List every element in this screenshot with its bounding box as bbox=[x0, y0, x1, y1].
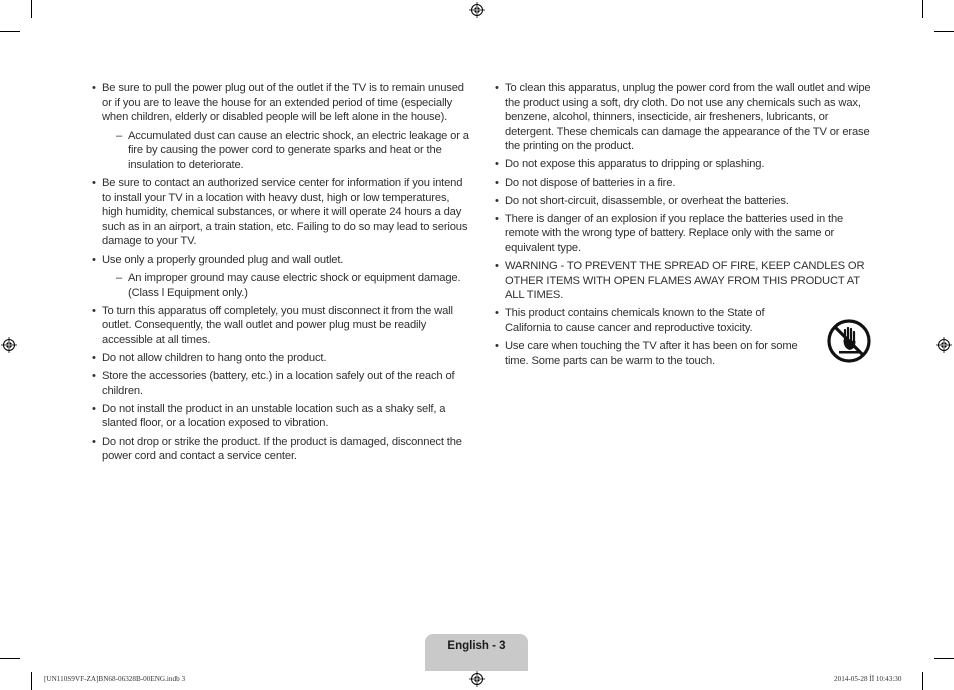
bullet: • bbox=[495, 176, 499, 189]
list-item-text: Do not expose this apparatus to dripping or splashing. bbox=[505, 158, 765, 171]
page-number-label: English - 3 bbox=[447, 640, 506, 652]
registration-mark-top-icon bbox=[469, 2, 485, 18]
sub-item-text: Accumulated dust can cause an electric shock, an electric leakage or a fire by causing the power cord to generate sparks and heat or the insulation to deteriorate. bbox=[128, 129, 469, 171]
bullet: • bbox=[92, 82, 96, 94]
file-info: [UN110S9VF-ZA]BN68-06328B-00ENG.indb 3 bbox=[44, 675, 186, 683]
list-item-text: Be sure to pull the power plug out of the outlet if the TV is to remain unused or if you are to leave the house for an extended period of time (especially when children, elderly or disabled people will be left alone in the house). bbox=[102, 82, 464, 124]
bullet: • bbox=[495, 194, 499, 207]
list-item-text: Be sure to contact an authorized service center for information if you intend to install your TV in a location with heavy dust, high or low temperatures, high humidity, chemical substances, or where it will operate 24 hours a day such as in an airport, a train station, etc. Failing to do so may lead to serious damage to your TV. bbox=[102, 177, 468, 248]
list-item-text: Do not short-circuit, disassemble, or overheat the batteries. bbox=[505, 194, 789, 207]
crop-mark bbox=[0, 31, 20, 32]
bullet: • bbox=[495, 82, 499, 94]
list-item-text: Do not install the product in an unstable location such as a shaky self, a slanted floor, or a location exposed to vibration. bbox=[102, 402, 446, 430]
list-item bbox=[495, 157, 873, 172]
registration-mark-left-icon bbox=[1, 337, 17, 353]
list-item-text: Do not dispose of batteries in a fire. bbox=[505, 176, 676, 189]
list-item-text: Do not drop or strike the product. If the product is damaged, disconnect the power cord and contact a service center. bbox=[102, 435, 462, 463]
list-item bbox=[495, 306, 805, 335]
list-item-text: Use care when touching the TV after it has been on for some time. Some parts can be warm to the touch. bbox=[505, 340, 798, 367]
bullet: • bbox=[92, 435, 96, 448]
list-item bbox=[495, 194, 873, 209]
crop-mark bbox=[31, 0, 32, 18]
page-number-tab bbox=[425, 634, 528, 671]
bullet: • bbox=[495, 307, 499, 320]
list-item bbox=[92, 369, 470, 398]
crop-mark bbox=[922, 0, 923, 18]
bullet: • bbox=[92, 370, 96, 383]
list-item-text: To clean this apparatus, unplug the power cord from the wall outlet and wipe the product using a soft, dry cloth. Do not use any chemicals such as wax, benzene, alcohol, thinners, insecticide, air fresheners, lubricants, or detergent. These chemicals can damage the appearance of the TV or erase the printing on the product. bbox=[505, 82, 871, 153]
list-item-text: Store the accessories (battery, etc.) in a location safely out of the reach of children. bbox=[102, 370, 455, 397]
sub-item bbox=[102, 129, 470, 173]
list-item bbox=[495, 212, 873, 256]
crop-mark bbox=[922, 672, 923, 690]
list-item-text: This product contains chemicals known to the State of California to cause cancer and reproductive toxicity. bbox=[505, 307, 765, 334]
registration-mark-right-icon bbox=[936, 337, 952, 353]
sub-item-text: An improper ground may cause electric shock or equipment damage. (Class l Equipment only.) bbox=[128, 272, 461, 299]
bullet: • bbox=[92, 304, 96, 317]
list-item-text: To turn this apparatus off completely, you must disconnect it from the wall outlet. Consequently, the wall outlet and power plug must be readily accessible at all times. bbox=[102, 304, 453, 346]
list-item bbox=[495, 339, 805, 368]
dash: – bbox=[116, 129, 123, 142]
crop-mark bbox=[31, 672, 32, 690]
list-item-text: There is danger of an explosion if you replace the batteries used in the remote with the wrong type of battery. Replace only with the same or equivalent type. bbox=[505, 212, 844, 254]
sub-item bbox=[102, 271, 470, 300]
right-column bbox=[495, 81, 873, 372]
list-item bbox=[92, 351, 470, 366]
dash: – bbox=[116, 272, 123, 285]
bullet: • bbox=[495, 260, 499, 273]
bullet: • bbox=[92, 402, 96, 415]
bullet: • bbox=[495, 158, 499, 171]
bullet: • bbox=[92, 253, 96, 266]
list-item bbox=[92, 402, 470, 431]
list-item bbox=[92, 81, 470, 173]
bullet: • bbox=[495, 340, 499, 352]
registration-mark-bottom-icon bbox=[469, 671, 485, 687]
list-item bbox=[92, 435, 470, 464]
list-item bbox=[92, 176, 470, 249]
bullet: • bbox=[92, 177, 96, 190]
list-item bbox=[495, 259, 873, 303]
list-item-text: WARNING - TO PREVENT THE SPREAD OF FIRE, KEEP CANDLES OR OTHER ITEMS WITH OPEN FLAMES AWAY FROM THIS PRODUCT AT ALL TIMES. bbox=[505, 260, 865, 302]
bullet: • bbox=[92, 352, 96, 365]
crop-mark bbox=[0, 658, 20, 659]
list-item bbox=[92, 253, 470, 301]
bullet: • bbox=[495, 212, 499, 225]
list-item bbox=[495, 176, 873, 191]
list-item bbox=[495, 81, 873, 154]
list-item-text: Use only a properly grounded plug and wall outlet. bbox=[102, 253, 344, 266]
list-item bbox=[92, 304, 470, 348]
timestamp: 2014-05-28 ÌÏ 10:43:30 bbox=[834, 675, 902, 683]
crop-mark bbox=[934, 658, 954, 659]
crop-mark bbox=[934, 31, 954, 32]
list-item-text: Do not allow children to hang onto the product. bbox=[102, 352, 327, 365]
no-touch-hot-surface-icon bbox=[826, 318, 872, 368]
left-column bbox=[92, 81, 470, 467]
